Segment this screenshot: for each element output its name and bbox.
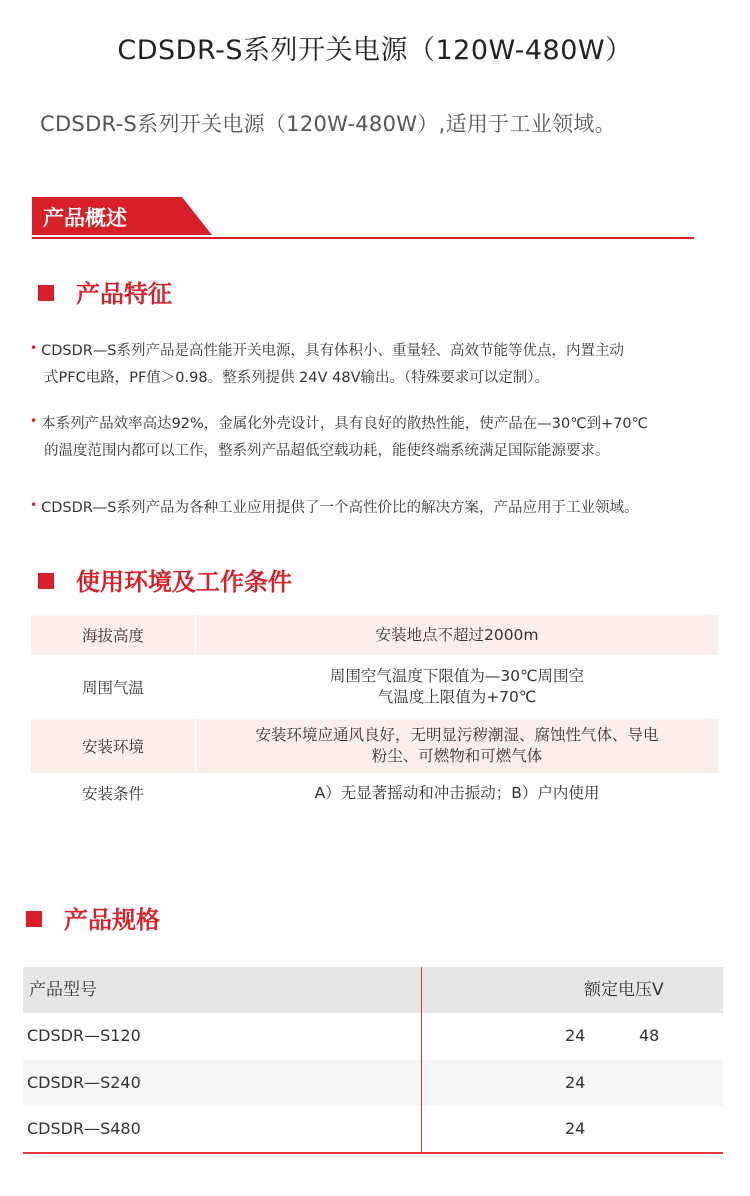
spec-table-header [23, 967, 723, 1013]
spec-voltage-1: 24 [565, 1119, 586, 1138]
table-row [23, 1060, 723, 1106]
spec-voltage-1: 24 [565, 1073, 586, 1092]
env-key: 海拔高度 [31, 615, 196, 655]
env-key: 周围气温 [31, 655, 196, 719]
column-divider [421, 967, 422, 1153]
environment-table [31, 615, 718, 813]
env-key: 安装条件 [31, 773, 196, 813]
table-row [31, 719, 718, 773]
square-icon [38, 285, 54, 301]
table-row [23, 1013, 723, 1059]
spec-model: CDSDR—S480 [27, 1119, 141, 1138]
page-title: CDSDR-S系列开关电源（120W-480W） [117, 35, 633, 66]
overview-banner [32, 197, 694, 239]
page-subtitle: CDSDR-S系列开关电源（120W-480W）,适用于工业领域。 [40, 112, 616, 136]
overview-label: 产品概述 [43, 206, 127, 230]
feature-item-2: • 本系列产品效率高达92%，金属化外壳设计，具有良好的散热性能，使产品在—30℃到+70℃ 的温度范围内都可以工作，整系列产品超低空载功耗，能使终端系统满足国际能源要求。 [30, 414, 648, 459]
square-icon [26, 911, 42, 927]
features-heading: 产品特征 [38, 274, 172, 309]
bullet-icon: • [30, 498, 38, 512]
feature-item-1: • CDSDR—S系列产品是高性能开关电源，具有体积小、重量轻、高效节能等优点，内置主动 式PFC电路，PF值＞0.98。整系列提供 24V 48V输出。（特殊要求可以定制）。 [30, 341, 625, 386]
env-value: A）无显著摇动和冲击振动；B）户内使用 [314, 783, 600, 802]
table-row [31, 773, 718, 813]
bullet-icon: • [30, 414, 38, 428]
table-row [31, 655, 718, 719]
feature-item-3: • CDSDR—S系列产品为各种工业应用提供了一个高性价比的解决方案，产品应用于工业领域。 [30, 498, 639, 516]
square-icon [38, 573, 54, 589]
bullet-icon: • [30, 341, 38, 355]
spec-model: CDSDR—S120 [27, 1026, 141, 1045]
table-row [31, 615, 718, 655]
specs-heading: 产品规格 [26, 900, 160, 935]
spec-voltage-2: 48 [639, 1026, 660, 1045]
table-row [23, 1106, 723, 1152]
env-value: 安装环境应通风良好，无明显污秽潮湿、腐蚀性气体、导电 粉尘、可燃物和可燃气体 [196, 719, 719, 773]
spec-voltage-1: 24 [565, 1026, 586, 1045]
env-key: 安装环境 [31, 719, 196, 773]
col-model-header: 产品型号 [29, 980, 97, 1000]
col-voltage-header: 额定电压V [584, 980, 664, 1000]
env-value: 安装地点不超过2000m [196, 615, 719, 655]
table-bottom-rule [23, 1152, 723, 1154]
env-value: 周围空气温度下限值为—30℃周围空 气温度上限值为+70℃ [329, 667, 585, 706]
spec-model: CDSDR—S240 [27, 1073, 141, 1092]
environment-heading: 使用环境及工作条件 [38, 562, 292, 597]
